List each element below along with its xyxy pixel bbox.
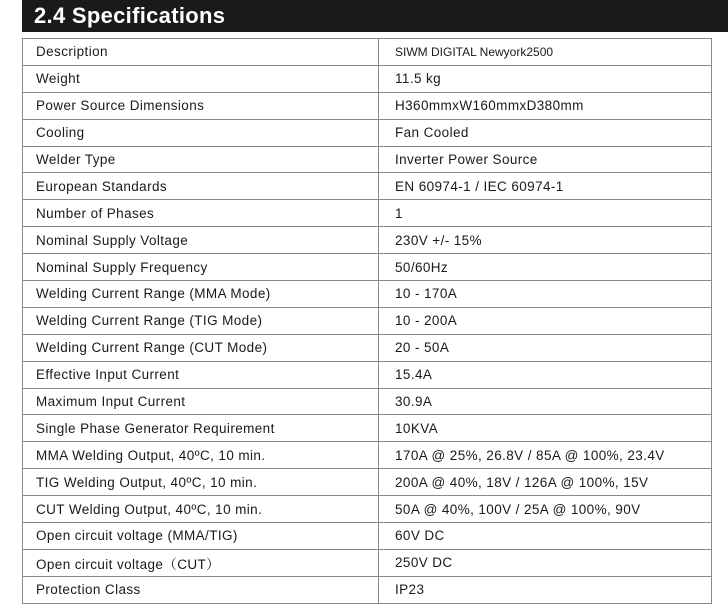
spec-value: 11.5 kg [379, 65, 712, 92]
spec-label: Protection Class [23, 576, 379, 603]
spec-row [23, 442, 712, 469]
spec-label: Weight [23, 65, 379, 92]
spec-value: 60V DC [379, 523, 712, 550]
spec-value: 1 [379, 200, 712, 227]
spec-value: 230V +/- 15% [379, 227, 712, 254]
spec-label: Open circuit voltage (MMA/TIG) [23, 523, 379, 550]
spec-row [23, 173, 712, 200]
spec-value: Fan Cooled [379, 119, 712, 146]
spec-value: IP23 [379, 576, 712, 603]
spec-label: Number of Phases [23, 200, 379, 227]
section-header-bar [22, 0, 728, 32]
spec-value: H360mmxW160mmxD380mm [379, 92, 712, 119]
spec-label: Welding Current Range (MMA Mode) [23, 281, 379, 308]
spec-value: EN 60974-1 / IEC 60974-1 [379, 173, 712, 200]
spec-row [23, 200, 712, 227]
spec-value: SIWM DIGITAL Newyork2500 [379, 39, 712, 66]
spec-value: 50/60Hz [379, 254, 712, 281]
spec-row [23, 334, 712, 361]
spec-row [23, 307, 712, 334]
spec-row [23, 254, 712, 281]
spec-value: 10KVA [379, 415, 712, 442]
spec-row [23, 496, 712, 523]
spec-row [23, 361, 712, 388]
spec-label: Nominal Supply Voltage [23, 227, 379, 254]
spec-value: 250V DC [379, 549, 712, 576]
spec-row [23, 281, 712, 308]
spec-value: 10 - 200A [379, 307, 712, 334]
spec-row [23, 92, 712, 119]
spec-label: Welder Type [23, 146, 379, 173]
spec-label: Cooling [23, 119, 379, 146]
specifications-table-body [23, 39, 712, 604]
spec-row [23, 469, 712, 496]
spec-row [23, 576, 712, 603]
spec-value: 200A @ 40%, 18V / 126A @ 100%, 15V [379, 469, 712, 496]
spec-value: 20 - 50A [379, 334, 712, 361]
spec-value: 10 - 170A [379, 281, 712, 308]
specifications-table [22, 38, 712, 604]
spec-label: Welding Current Range (CUT Mode) [23, 334, 379, 361]
spec-row [23, 65, 712, 92]
spec-label: TIG Welding Output, 40ºC, 10 min. [23, 469, 379, 496]
spec-value: 170A @ 25%, 26.8V / 85A @ 100%, 23.4V [379, 442, 712, 469]
spec-value: 50A @ 40%, 100V / 25A @ 100%, 90V [379, 496, 712, 523]
spec-value: 30.9A [379, 388, 712, 415]
spec-row [23, 39, 712, 66]
spec-label: Open circuit voltage（CUT） [23, 549, 379, 576]
spec-label: European Standards [23, 173, 379, 200]
spec-label: CUT Welding Output, 40ºC, 10 min. [23, 496, 379, 523]
spec-value: 15.4A [379, 361, 712, 388]
spec-value: Inverter Power Source [379, 146, 712, 173]
spec-label: Description [23, 39, 379, 66]
spec-label: Maximum Input Current [23, 388, 379, 415]
spec-row [23, 119, 712, 146]
spec-label: Single Phase Generator Requirement [23, 415, 379, 442]
spec-row [23, 388, 712, 415]
spec-row [23, 415, 712, 442]
spec-row [23, 146, 712, 173]
spec-row [23, 523, 712, 550]
section-title: 2.4 Specifications [34, 3, 226, 28]
spec-label: Power Source Dimensions [23, 92, 379, 119]
spec-row [23, 227, 712, 254]
spec-label: MMA Welding Output, 40ºC, 10 min. [23, 442, 379, 469]
spec-row [23, 549, 712, 576]
spec-label: Nominal Supply Frequency [23, 254, 379, 281]
spec-label: Welding Current Range (TIG Mode) [23, 307, 379, 334]
spec-label: Effective Input Current [23, 361, 379, 388]
